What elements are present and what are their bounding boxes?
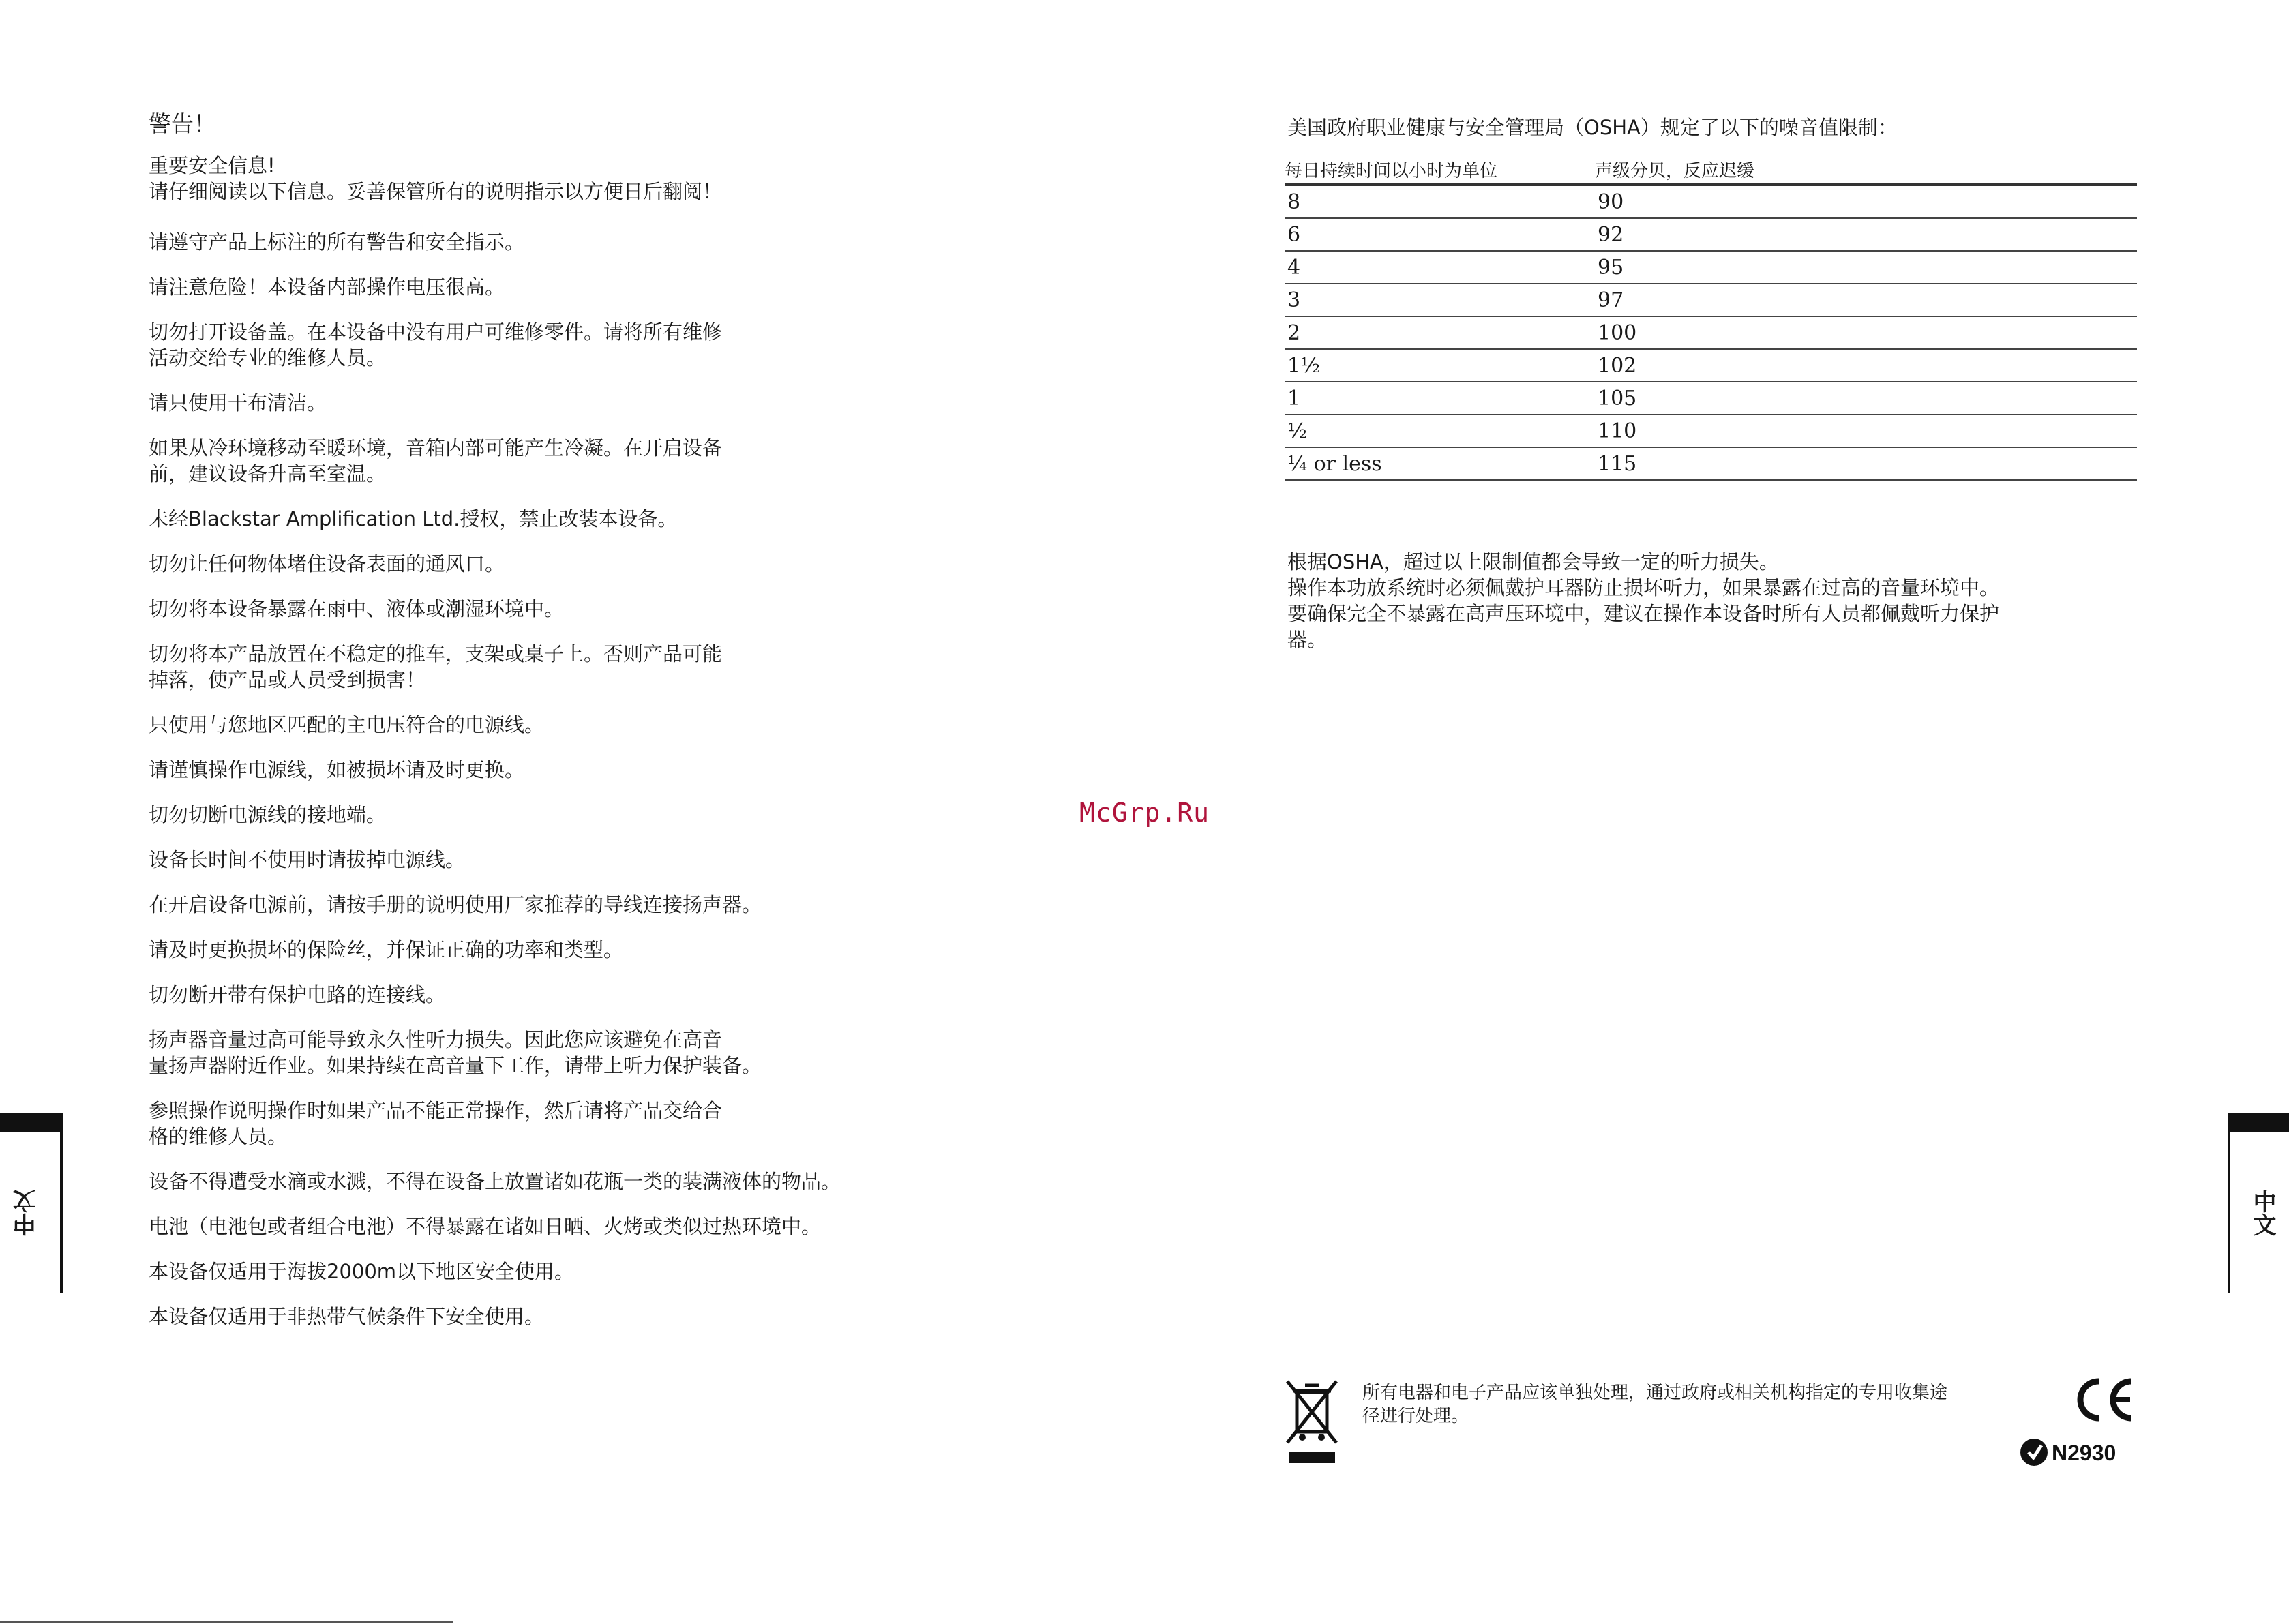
level-cell: 110 bbox=[1595, 415, 2137, 447]
duration-cell: ¼ or less bbox=[1285, 447, 1595, 480]
osha-note-line: 根据OSHA，超过以上限制值都会导致一定的听力损失。 bbox=[1287, 550, 1779, 573]
warning-intro: 请仔细阅读以下信息。妥善保管所有的说明指示以方便日后翻阅！ bbox=[149, 180, 723, 203]
osha-notes bbox=[1287, 549, 2146, 652]
safety-warnings bbox=[149, 109, 1035, 1349]
warning-item: 切勿让任何物体堵住设备表面的通风口。 bbox=[149, 552, 505, 575]
language-tab-label: 中文 bbox=[13, 1190, 40, 1236]
language-tab-right bbox=[2228, 1113, 2289, 1293]
warning-title: 警告！ bbox=[149, 110, 216, 137]
warning-item: 本设备仅适用于非热带气候条件下安全使用。 bbox=[149, 1305, 545, 1328]
level-cell: 92 bbox=[1595, 218, 2137, 251]
osha-note-line: 操作本功放系统时必须佩戴护耳器防止损坏听力，如果暴露在过高的音量环境中。 bbox=[1287, 576, 2000, 599]
warning-item: 如果从冷环境移动至暖环境，音箱内部可能产生冷凝。在开启设备 前，建议设备升高至室温。 bbox=[149, 436, 723, 485]
duration-cell: 6 bbox=[1285, 218, 1595, 251]
watermark: McGrp.Ru bbox=[1079, 798, 1210, 828]
level-cell: 105 bbox=[1595, 382, 2137, 415]
warning-item: 请注意危险！本设备内部操作电压很高。 bbox=[149, 275, 505, 299]
warning-item: 本设备仅适用于海拔2000m以下地区安全使用。 bbox=[149, 1260, 575, 1283]
left-page bbox=[0, 0, 1144, 1624]
table-row bbox=[1285, 185, 2137, 218]
column-header-level: 声级分贝，反应迟缓 bbox=[1595, 154, 2137, 185]
warning-item: 切勿将本产品放置在不稳定的推车，支架或桌子上。否则产品可能 掉落，使产品或人员受到损害！ bbox=[149, 642, 723, 691]
level-cell: 115 bbox=[1595, 447, 2137, 480]
warning-item: 设备长时间不使用时请拔掉电源线。 bbox=[149, 848, 466, 871]
noise-limit-table bbox=[1285, 154, 2137, 481]
weee-bin-icon bbox=[1285, 1377, 1339, 1466]
table-header-row bbox=[1285, 154, 2137, 185]
table-body bbox=[1285, 185, 2137, 480]
table-row bbox=[1285, 349, 2137, 382]
warning-item: 请及时更换损坏的保险丝，并保证正确的功率和类型。 bbox=[149, 938, 624, 961]
warning-item: 电池（电池包或者组合电池）不得暴露在诸如日晒、火烤或类似过热环境中。 bbox=[149, 1215, 822, 1238]
warning-item: 请谨慎操作电源线，如被损坏请及时更换。 bbox=[149, 758, 525, 781]
table-row bbox=[1285, 415, 2137, 447]
duration-cell: 2 bbox=[1285, 316, 1595, 349]
warning-item: 设备不得遭受水滴或水溅，不得在设备上放置诸如花瓶一类的装满液体的物品。 bbox=[149, 1170, 841, 1193]
warning-item: 在开启设备电源前，请按手册的说明使用厂家推荐的导线连接扬声器。 bbox=[149, 893, 762, 916]
bottom-divider bbox=[0, 1621, 453, 1623]
warning-item: 扬声器音量过高可能导致永久性听力损失。因此您应该避免在高音 量扬声器附近作业。如果持续在高音量下工作，请带上听力保护装备。 bbox=[149, 1028, 762, 1077]
duration-cell: 4 bbox=[1285, 251, 1595, 284]
duration-cell: 1½ bbox=[1285, 349, 1595, 382]
table-row bbox=[1285, 382, 2137, 415]
ce-mark-icon bbox=[2071, 1376, 2136, 1424]
language-tab-left bbox=[0, 1113, 63, 1293]
c-tick-icon bbox=[2020, 1439, 2048, 1466]
table-row bbox=[1285, 447, 2137, 480]
duration-cell: 3 bbox=[1285, 284, 1595, 316]
table-row bbox=[1285, 316, 2137, 349]
right-page bbox=[1144, 0, 2289, 1624]
warning-item: 未经Blackstar Amplification Ltd.授权，禁止改装本设备。 bbox=[149, 507, 678, 530]
c-tick-mark bbox=[2019, 1437, 2135, 1467]
osha-note-line: 要确保完全不暴露在高声压环境中，建议在操作本设备时所有人员都佩戴听力保护 bbox=[1287, 602, 2000, 625]
duration-cell: 1 bbox=[1285, 382, 1595, 415]
warning-item: 切勿打开设备盖。在本设备中没有用户可维修零件。请将所有维修 活动交给专业的维修人员。 bbox=[149, 320, 723, 370]
language-tab-label: 中文 bbox=[2249, 1190, 2276, 1236]
level-cell: 90 bbox=[1595, 185, 2137, 218]
table-row bbox=[1285, 218, 2137, 251]
weee-disposal-text: 所有电器和电子产品应该单独处理，通过政府或相关机构指定的专用收集途径进行处理。 bbox=[1362, 1383, 1948, 1426]
level-cell: 97 bbox=[1595, 284, 2137, 316]
level-cell: 95 bbox=[1595, 251, 2137, 284]
warning-list bbox=[149, 229, 1035, 1329]
level-cell: 100 bbox=[1595, 316, 2137, 349]
osha-title: 美国政府职业健康与安全管理局（OSHA）规定了以下的噪音值限制： bbox=[1287, 116, 1898, 139]
warning-item: 切勿切断电源线的接地端。 bbox=[149, 803, 387, 826]
warning-item: 请遵守产品上标注的所有警告和安全指示。 bbox=[149, 230, 525, 254]
level-cell: 102 bbox=[1595, 349, 2137, 382]
duration-cell: 8 bbox=[1285, 185, 1595, 218]
warning-item: 请只使用干布清洁。 bbox=[149, 391, 327, 415]
c-tick-code: N2930 bbox=[2052, 1441, 2116, 1465]
warning-item: 切勿断开带有保护电路的连接线。 bbox=[149, 983, 446, 1006]
osha-note-line: 器。 bbox=[1287, 628, 1328, 651]
warning-item: 参照操作说明操作时如果产品不能正常操作，然后请将产品交给合 格的维修人员。 bbox=[149, 1099, 723, 1148]
duration-cell: ½ bbox=[1285, 415, 1595, 447]
warning-item: 只使用与您地区匹配的主电压符合的电源线。 bbox=[149, 713, 545, 736]
column-header-duration: 每日持续时间以小时为单位 bbox=[1285, 154, 1595, 185]
warning-item: 切勿将本设备暴露在雨中、液体或潮湿环境中。 bbox=[149, 597, 565, 620]
table-row bbox=[1285, 251, 2137, 284]
table-row bbox=[1285, 284, 2137, 316]
warning-subtitle: 重要安全信息! bbox=[149, 154, 275, 177]
